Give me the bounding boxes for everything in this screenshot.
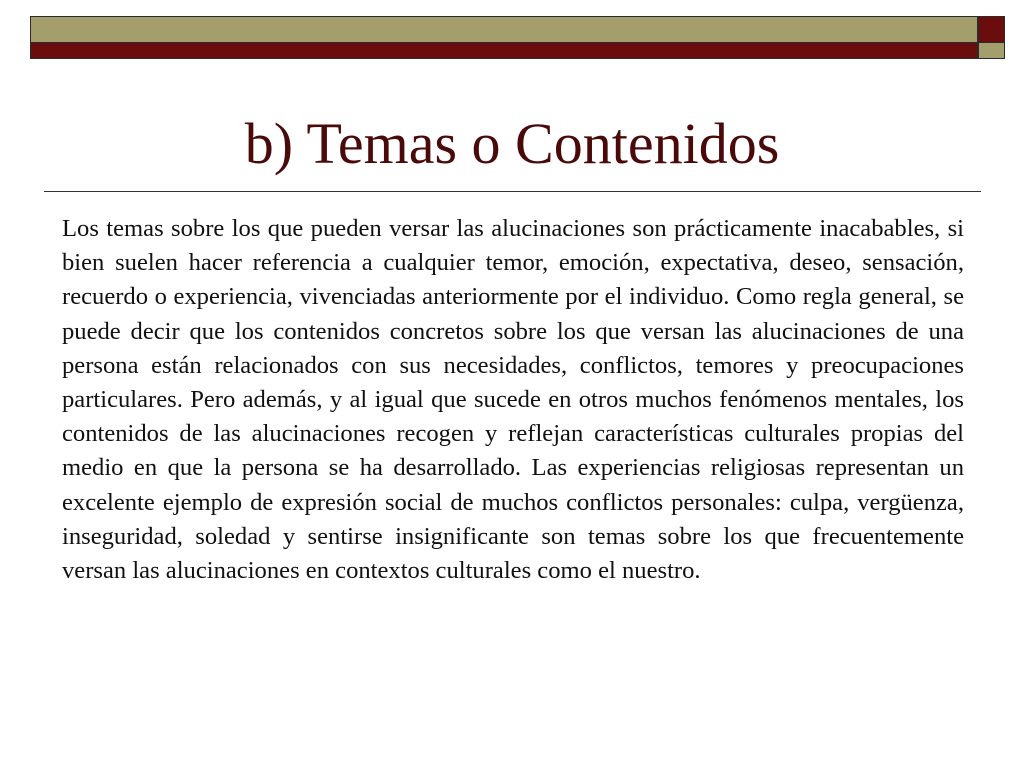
slide-title: b) Temas o Contenidos	[244, 111, 780, 176]
header-corner-block	[978, 16, 1005, 59]
slide-body-text: Los temas sobre los que pueden versar las alucinaciones son prácticamente inacabables, si bien suelen hacer referencia a cualquier temor, emoción, expectativa, deseo, sensación, recuerdo o experiencia, vivenciadas anteriormente por el individuo. Como regla general, se puede decir que los contenidos concretos sobre los que versan las alucinaciones de una persona están relacionados con sus necesidades, conflictos, temores y preocupaciones particulares. Pero además, y al igual que sucede en otros muchos fenómenos mentales, los contenidos de las alucinaciones recogen y reflejan características culturales propias del medio en que la persona se ha desarrollado. Las experiencias religiosas representan un excelente ejemplo de expresión social de muchos conflictos personales: culpa, vergüenza, inseguridad, soledad y sentirse insignificante son temas sobre los que frecuentemente versan las alucinaciones en contextos culturales como el nuestro.	[62, 215, 964, 585]
corner-maroon-square	[979, 17, 1004, 43]
corner-olive-square	[979, 43, 1004, 59]
header-band	[30, 16, 978, 59]
header-band-olive-stripe	[31, 17, 977, 43]
header-band-maroon-stripe	[31, 43, 977, 59]
title-divider	[44, 191, 981, 192]
